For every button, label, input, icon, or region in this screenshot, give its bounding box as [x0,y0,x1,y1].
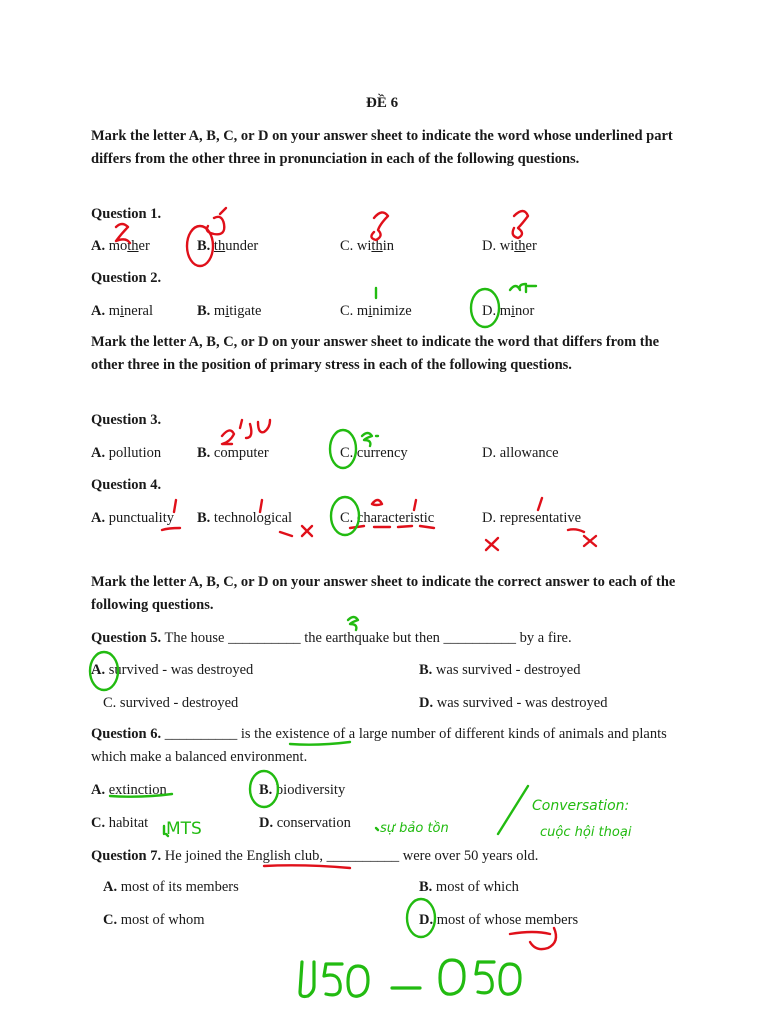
q6-c-note: MTS [166,819,202,839]
q5-stem: Question 5. The house __________ the earthquake but then __________ by a fire. [91,630,572,646]
q1-option-a[interactable]: A. mother [91,238,150,254]
q1-label: Question 1. [91,206,162,222]
q6-option-a[interactable]: A. extinction [91,782,167,798]
bottom-note-0-second [500,964,520,994]
q7-d-hook [510,928,556,949]
bottom-note-0-first [348,966,368,996]
q3-option-d[interactable]: D. allowance [482,445,559,461]
q6-option-d[interactable]: D. conservation [259,815,351,831]
q6-stem: Question 6. __________ is the existence of a large number of different kinds of animals and plants which make a balanced environment. [91,726,667,765]
q3-label: Question 3. [91,412,162,428]
q2-d-phonetic-mark [510,284,536,292]
q2-option-a[interactable]: A. mineral [91,303,154,319]
q7-option-b[interactable]: B. most of which [419,879,519,895]
q4-c-stress-mark [372,500,382,505]
q6-c-dot [164,826,168,836]
q4-option-b[interactable]: B. technological [197,510,293,526]
q3-option-a[interactable]: A. pollution [91,445,162,461]
q3-b-stress-note [222,420,270,444]
q1-option-b[interactable]: B. thunder [197,238,259,254]
q4-option-c[interactable]: C. characteristic [340,510,435,526]
q6-slash [498,786,528,834]
q7-stem: Question 7. He joined the English club, __________ were over 50 years old. [91,848,539,864]
q6-side-note-line1: Conversation: [532,798,630,814]
q5-option-b[interactable]: B. was survived - destroyed [419,662,581,678]
q4-a-underline [162,528,180,530]
section3-instruction: Mark the letter A, B, C, or D on your answer sheet to indicate the correct answer to each of the following questions. [91,574,676,613]
q6-d-dot [376,828,378,830]
q5-option-c[interactable]: C. survived - destroyed [103,695,239,711]
q7-option-c[interactable]: C. most of whom [103,912,205,928]
q4-d-cross-1 [486,538,498,550]
bottom-note-5-first [324,964,342,995]
q4-option-d[interactable]: D. representative [482,510,582,526]
q4-d-cross-2 [584,536,596,546]
q4-b-cross [302,526,312,536]
q4-d-underline [568,529,584,532]
q1-option-c[interactable]: C. within [340,238,394,254]
bottom-note-u [300,962,314,997]
q1-d-phonetic-mark [513,211,528,238]
q7-underline [264,865,350,868]
section2-instruction: Mark the letter A, B, C, or D on your answer sheet to indicate the word that differs from the other three in the position of primary stress in each of the following questions. [91,334,660,373]
q2-option-b[interactable]: B. mitigate [197,303,262,319]
q5-option-d[interactable]: D. was survived - was destroyed [419,695,608,711]
q3-option-c[interactable]: C. currency [340,445,408,461]
bottom-note-o [440,960,464,994]
q2-option-c[interactable]: C. minimize [340,303,412,319]
q7-option-a[interactable]: A. most of its members [103,879,239,895]
q1-option-d[interactable]: D. wither [482,238,537,254]
q1-b-phonetic-mark [207,208,226,234]
bottom-note-5-second [476,962,494,993]
q4-b-underline [280,532,292,536]
q6-option-c[interactable]: C. habitat [91,815,149,831]
q4-label: Question 4. [91,477,162,493]
q5-option-a[interactable]: A. survived - was destroyed [91,662,254,678]
page-title: ĐỀ 6 [366,95,399,111]
section1-instruction: Mark the letter A, B, C, or D on your answer sheet to indicate the word whose underlined part differs from the other three in pronunciation in each of the following questions. [91,128,673,167]
q2-label: Question 2. [91,270,162,286]
q7-option-d[interactable]: D. most of whose members [419,912,579,928]
q6-option-b[interactable]: B. biodiversity [259,782,346,798]
q4-a-stress-tick [174,500,176,512]
q3-option-b[interactable]: B. computer [197,445,269,461]
bottom-handwritten-note [300,960,520,997]
q6-side-note-line2: cuộc hội thoại [540,825,632,840]
q6-d-note: sự bảo tồn [380,821,449,836]
q1-c-phonetic-mark [371,212,388,240]
q2-option-d[interactable]: D. minor [482,303,535,319]
q4-option-a[interactable]: A. punctuality [91,510,174,526]
